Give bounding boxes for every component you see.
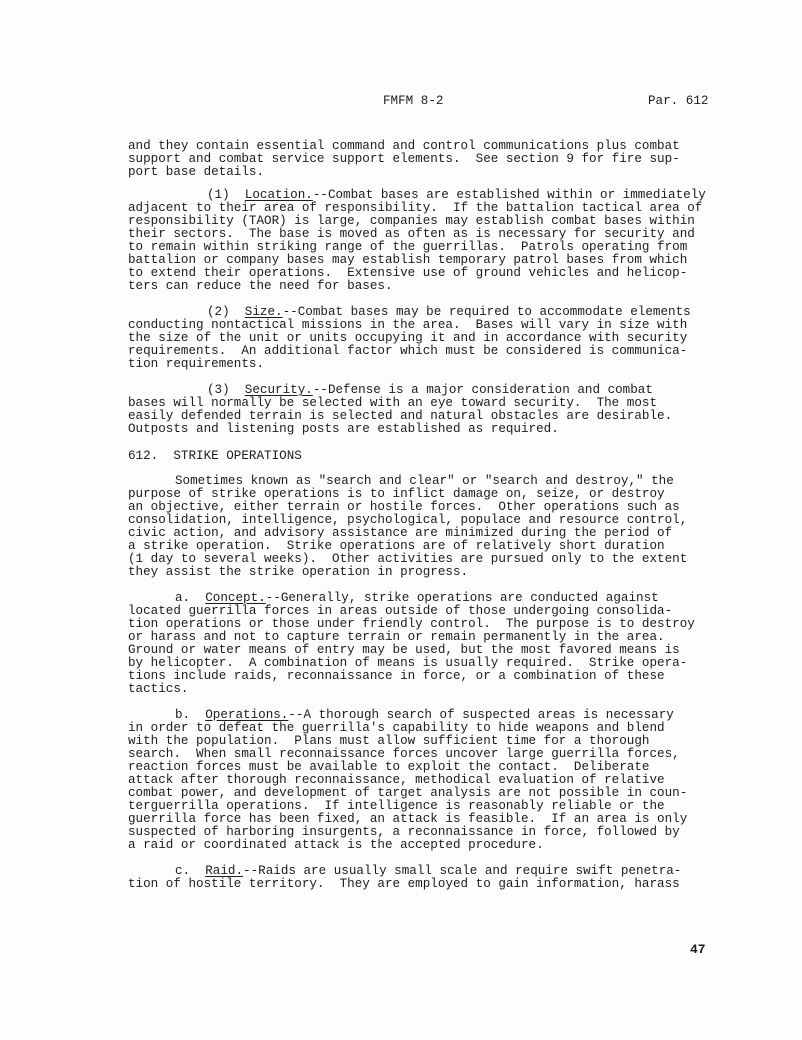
text-line: (1) Location.--Combat bases are established within or immediately [207, 188, 706, 202]
text-line: they assist the strike operation in progress. [128, 565, 469, 579]
text-line: guerrilla force has been fixed, an attack is feasible. If an area is only [128, 812, 688, 826]
text-line: tions include raids, reconnaissance in force, or a combination of these [128, 669, 665, 683]
text-line: tion of hostile territory. They are employed to gain information, harass [128, 877, 680, 891]
page-number: 47 [690, 942, 706, 957]
text-line: tion operations or those under friendly control. The purpose is to destroy [128, 617, 695, 631]
text-line: adjacent to their area of responsibility. If the battalion tactical area of [128, 201, 703, 215]
text-line: a raid or coordinated attack is the accepted procedure. [128, 838, 544, 852]
subheading: Security. [244, 383, 313, 397]
text-line: by helicopter. A combination of means is usually required. Strike opera- [128, 656, 688, 670]
text-line: (1 day to several weeks). Other activities are pursued only to the extent [128, 552, 688, 566]
text-line: conducting nontactical missions in the area. Bases will vary in size with [128, 318, 688, 332]
text-line: civic action, and advisory assistance are minimized during the period of [128, 526, 673, 540]
subheading: Size. [244, 305, 283, 319]
text-line: terguerrilla operations. If intelligence is reasonably reliable or the [128, 799, 665, 813]
subheading: Concept. [205, 591, 266, 605]
text-line: attack after thorough reconnaissance, methodical evaluation of relative [128, 773, 665, 787]
subheading: Location. [244, 188, 313, 202]
text-line: the size of the unit or units occupying it and in accordance with security [128, 331, 688, 345]
text-line: combat power, and development of target analysis are not possible in coun- [128, 786, 688, 800]
text-line: Outposts and listening posts are established as required. [128, 422, 559, 436]
text-line: reaction forces must be available to exploit the contact. Deliberate [128, 760, 650, 774]
text-line: Sometimes known as "search and clear" or "search and destroy," the [175, 474, 674, 488]
text-line: (3) Security.--Defense is a major consideration and combat [207, 383, 653, 397]
text-line: a strike operation. Strike operations are of relatively short duration [128, 539, 665, 553]
text-line: located guerrilla forces in areas outside of those undergoing consolida- [128, 604, 673, 618]
text-line: consolidation, intelligence, psychological, populace and resource control, [128, 513, 688, 527]
subheading: Operations. [205, 708, 289, 722]
text-line: an objective, either terrain or hostile forces. Other operations such as [128, 500, 680, 514]
text-line: c. Raid.--Raids are usually small scale and require swift penetra- [175, 864, 682, 878]
text-line: battalion or company bases may establish temporary patrol bases from which [128, 253, 688, 267]
text-line: suspected of harboring insurgents, a reconnaissance in force, followed by [128, 825, 680, 839]
text-line: bases will normally be selected with an eye toward security. The most [128, 396, 658, 410]
text-line: (2) Size.--Combat bases may be required to accommodate elements [207, 305, 691, 319]
text-line: Ground or water means of entry may be used, but the most favored means is [128, 643, 680, 657]
text-line: port base details. [128, 165, 265, 179]
text-line: and they contain essential command and control communications plus combat [128, 139, 680, 153]
text-line: ters can reduce the need for bases. [128, 279, 393, 293]
text-line: responsibility (TAOR) is large, companies may establish combat bases within [128, 214, 695, 228]
paragraph-ref: Par. 612 [648, 94, 709, 108]
text-line: 612. STRIKE OPERATIONS [128, 449, 302, 463]
text-line: with the population. Plans must allow sufficient time for a thorough [128, 734, 650, 748]
text-line: search. When small reconnaissance forces uncover large guerrilla forces, [128, 747, 680, 761]
text-line: purpose of strike operations is to inflict damage on, seize, or destroy [128, 487, 665, 501]
text-line: tactics. [128, 682, 189, 696]
manual-code: FMFM 8-2 [383, 94, 444, 108]
text-line: to extend their operations. Extensive use of ground vehicles and helicop- [128, 266, 688, 280]
text-line: or harass and not to capture terrain or remain permanently in the area. [128, 630, 665, 644]
text-line: to remain within striking range of the guerrillas. Patrols operating from [128, 240, 688, 254]
text-line: requirements. An additional factor which must be considered is communica- [128, 344, 688, 358]
text-line: a. Concept.--Generally, strike operations are conducted against [175, 591, 659, 605]
text-line: support and combat service support elements. See section 9 for fire sup- [128, 152, 680, 166]
text-line: tion requirements. [128, 357, 265, 371]
text-line: in order to defeat the guerrilla's capability to hide weapons and blend [128, 721, 665, 735]
text-line: b. Operations.--A thorough search of suspected areas is necessary [175, 708, 674, 722]
text-line: their sectors. The base is moved as often as is necessary for security and [128, 227, 695, 241]
text-line: easily defended terrain is selected and natural obstacles are desirable. [128, 409, 673, 423]
subheading: Raid. [205, 864, 244, 878]
